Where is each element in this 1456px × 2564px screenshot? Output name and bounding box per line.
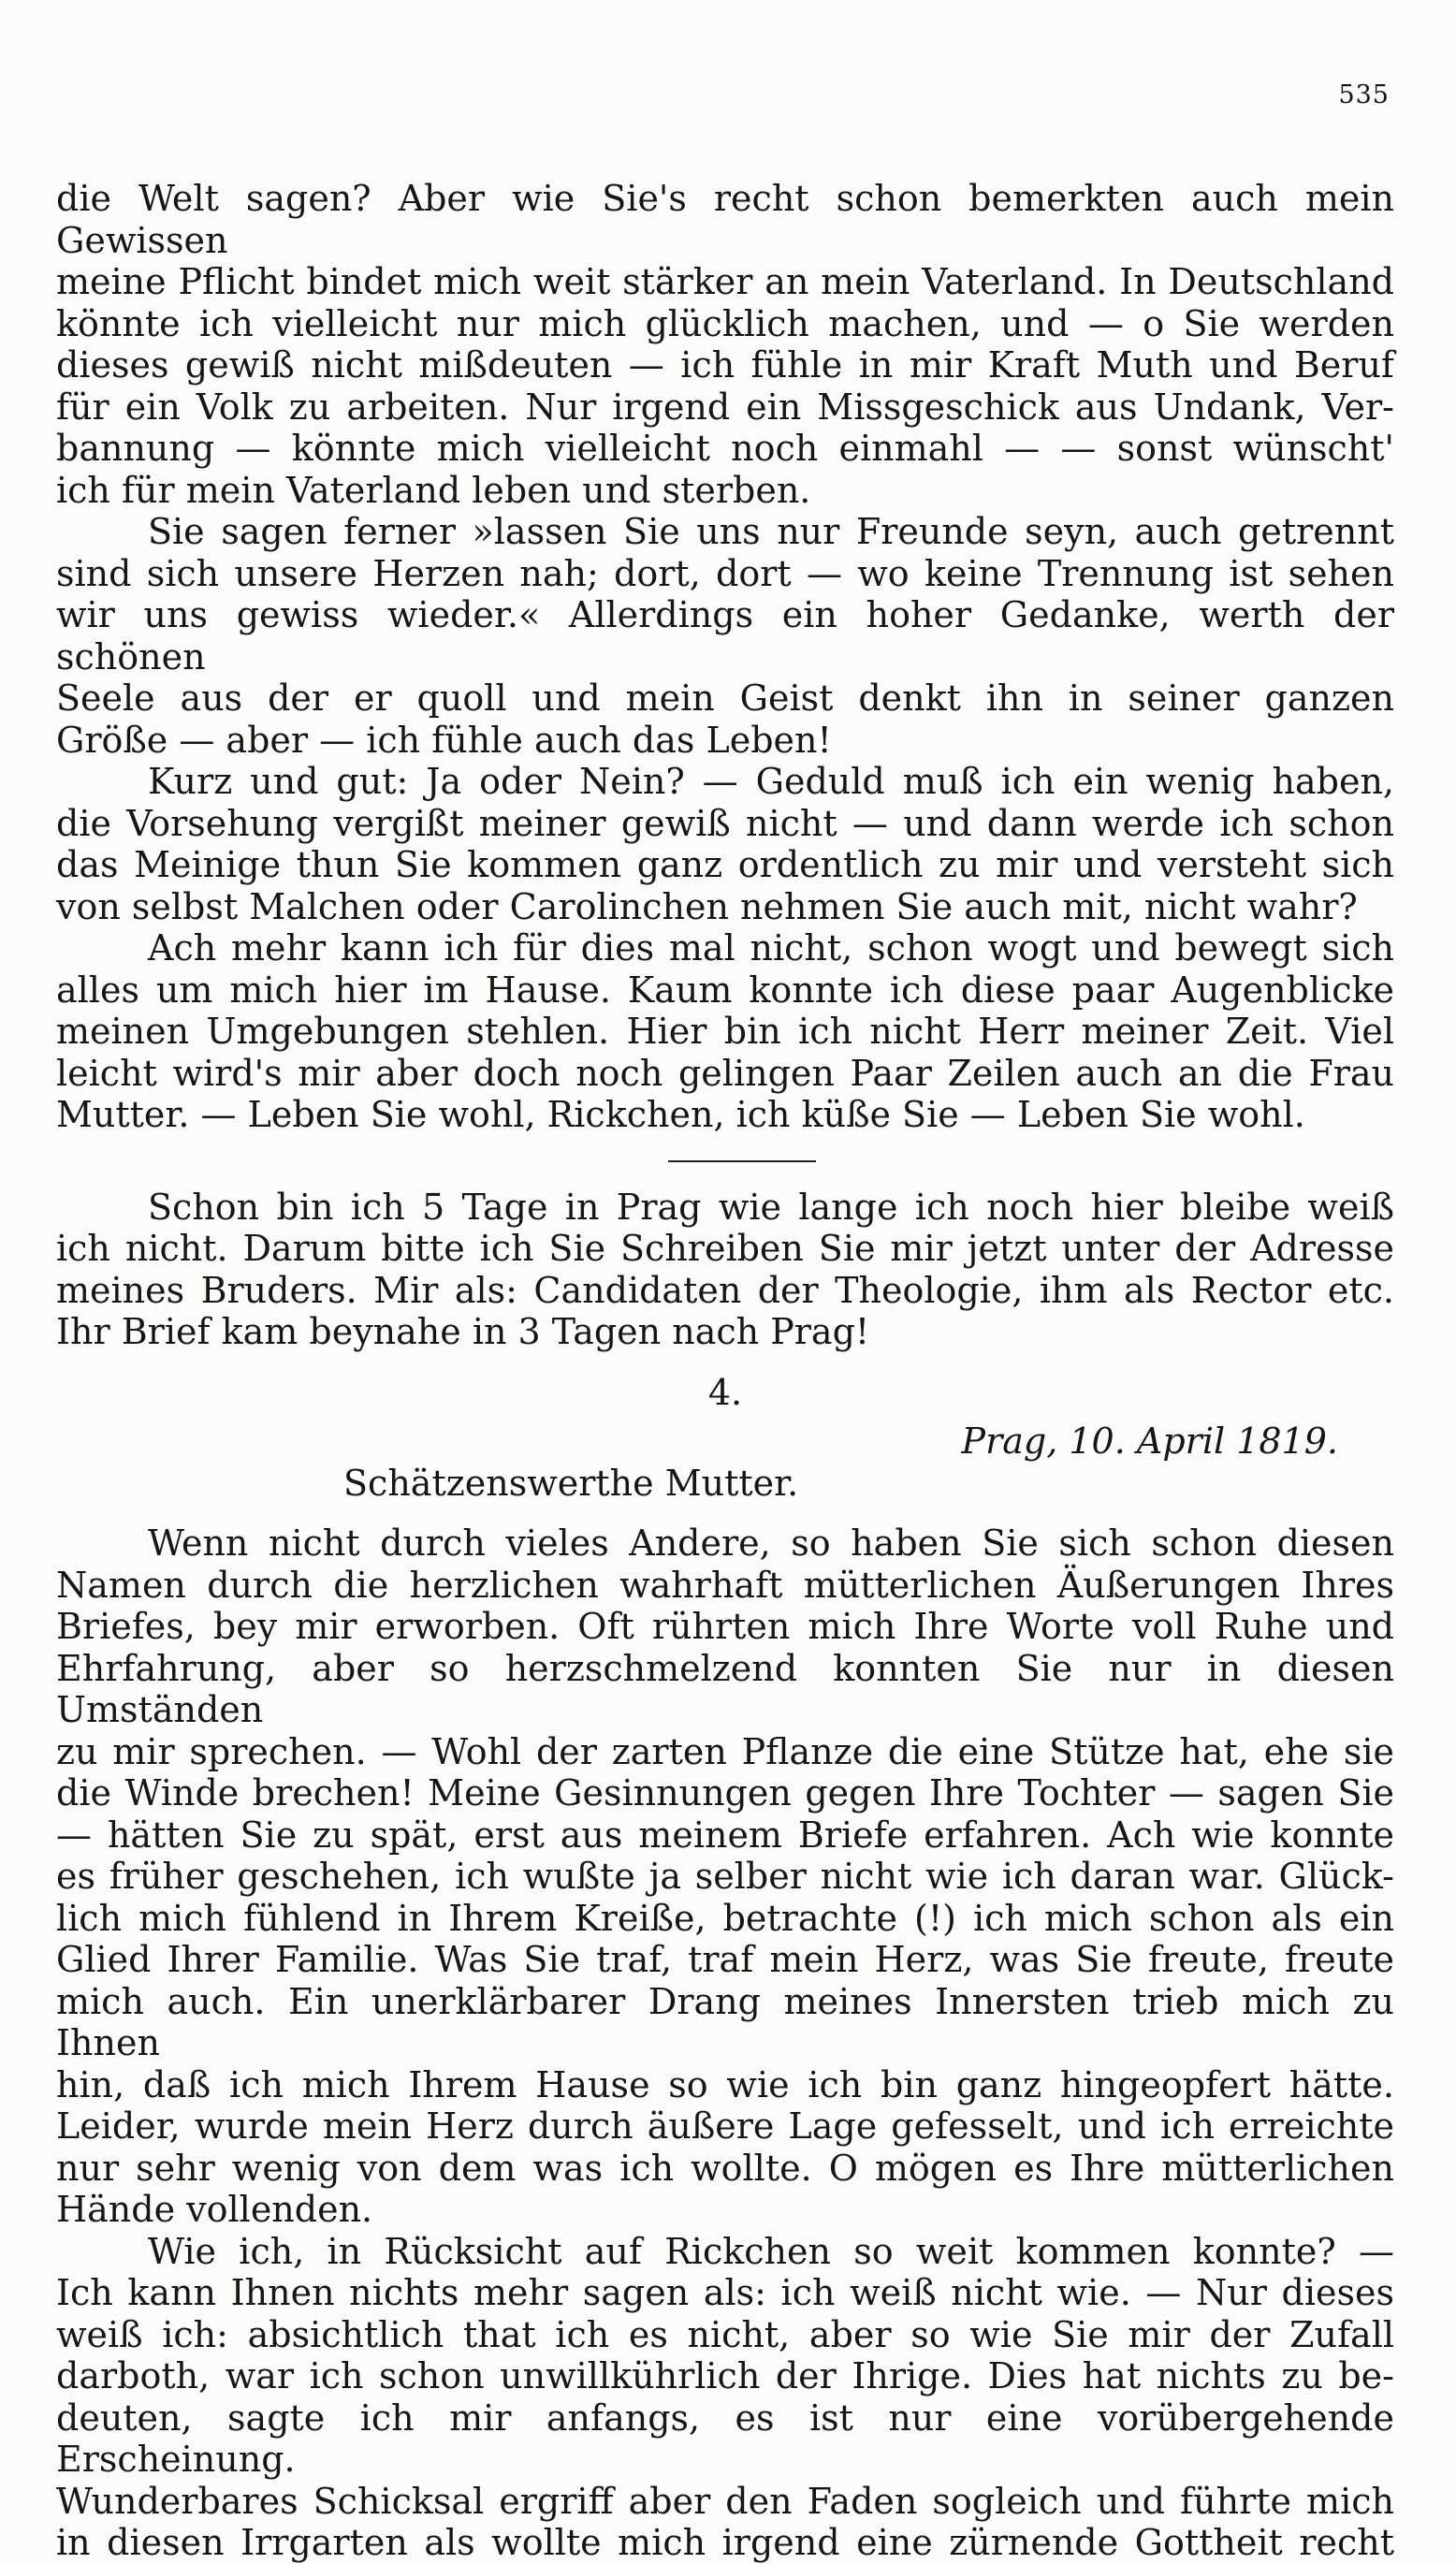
postscript-paragraph-line: Ihr Brief kam beynahe in 3 Tagen nach Prag! [56, 1311, 870, 1352]
mother-letter-paragraph-line: Leider, wurde mein Herz durch äußere Lage gefesselt, und ich erreichte [56, 2105, 1394, 2147]
decision-paragraph-line: von selbst Malchen oder Carolinchen nehmen Sie auch mit, nicht wahr? [56, 885, 1358, 927]
farewell-paragraph-line: Mutter. — Leben Sie wohl, Rickchen, ich küße Sie — Leben Sie wohl. [56, 1094, 1305, 1135]
letter-body-after-heading [56, 1522, 1394, 2564]
mother-letter-paragraph-line: Wenn nicht durch vieles Andere, so haben Sie sich schon diesen [148, 1522, 1394, 1564]
opening-paragraph-line: bannung — könnte mich vielleicht noch einmahl — — sonst wünscht' [56, 428, 1394, 469]
farewell-paragraph-line: Ach mehr kann ich für dies mal nicht, schon wogt und bewegt sich [148, 927, 1394, 969]
postscript-paragraph-line: Schon bin ich 5 Tage in Prag wie lange ich noch hier bleibe weiß [148, 1186, 1394, 1228]
mother-letter-paragraph-line: zu mir sprechen. — Wohl der zarten Pflanze die eine Stütze hat, ehe sie [56, 1730, 1394, 1772]
letter-date: Prag, 10. April 1819. [961, 1420, 1338, 1462]
section-divider [668, 1160, 816, 1162]
opening-paragraph-line: die Welt sagen? Aber wie Sie's recht schon bemerkten auch mein Gewissen [56, 178, 1394, 261]
mother-letter-paragraph-line: mich auch. Ein unerklärbarer Drang meines Innersten trieb mich zu Ihnen [56, 1980, 1394, 2063]
opening-paragraph-line: für ein Volk zu arbeiten. Nur irgend ein Missgeschick aus Undank, Ver- [56, 386, 1394, 428]
mother-letter-paragraph-line: — hätten Sie zu spät, erst aus meinem Briefe erfahren. Ach wie konnte [56, 1814, 1394, 1856]
rickchen-paragraph-line: Wunderbares Schicksal ergriff aber den Faden sogleich und führte mich [56, 2480, 1394, 2522]
decision-paragraph-line: Kurz und gut: Ja oder Nein? — Geduld muß ich ein wenig haben, [148, 761, 1394, 802]
opening-paragraph-line: meine Pflicht bindet mich weit stärker an mein Vaterland. In Deutschland [56, 261, 1394, 302]
rickchen-paragraph-line: in diesen Irrgarten als wollte mich irgend eine zürnende Gottheit recht [56, 2522, 1394, 2563]
postscript-paragraph-line: meines Bruders. Mir als: Candidaten der Theologie, ihm als Rector etc. [56, 1269, 1394, 1311]
page-text [56, 178, 1394, 2564]
farewell-paragraph-line: leicht wird's mir aber doch noch gelingen Paar Zeilen auch an die Frau [56, 1052, 1394, 1094]
mother-letter-paragraph-line: es früher geschehen, ich wußte ja selber nicht wie ich daran war. Glück- [56, 1856, 1394, 1897]
letter-salutation: Schätzenswerthe Mutter. [343, 1462, 799, 1504]
rickchen-paragraph-line: Ich kann Ihnen nichts mehr sagen als: ich weiß nicht wie. — Nur dieses [56, 2272, 1394, 2313]
rickchen-paragraph-line: darboth, war ich schon unwillkührlich der Ihrige. Dies hat nichts zu be- [56, 2355, 1394, 2396]
mother-letter-paragraph-line: die Winde brechen! Meine Gesinnungen gegen Ihre Tochter — sagen Sie [56, 1772, 1394, 1814]
mother-letter-paragraph-line: Hände vollenden. [56, 2189, 373, 2230]
decision-paragraph-line: die Vorsehung vergißt meiner gewiß nicht — und dann werde ich schon [56, 802, 1394, 844]
section-number: 4. [707, 1371, 743, 1413]
rickchen-paragraph-line: Wie ich, in Rücksicht auf Rickchen so weit kommen konnte? — [148, 2230, 1394, 2272]
friends-paragraph-line: Größe — aber — ich fühle auch das Leben! [56, 719, 832, 761]
page-number: 535 [1338, 80, 1390, 109]
rickchen-paragraph-line: weiß ich: absichtlich that ich es nicht, aber so wie Sie mir der Zufall [56, 2313, 1394, 2355]
opening-paragraph-line: dieses gewiß nicht mißdeuten — ich fühle in mir Kraft Muth und Beruf [56, 344, 1394, 386]
decision-paragraph-line: das Meinige thun Sie kommen ganz ordentlich zu mir und versteht sich [56, 844, 1394, 885]
mother-letter-paragraph-line: Briefes, bey mir erworben. Oft rührten mich Ihre Worte voll Ruhe und [56, 1606, 1394, 1647]
friends-paragraph-line: Sie sagen ferner »lassen Sie uns nur Freunde seyn, auch getrennt [148, 511, 1394, 552]
mother-letter-paragraph-line: Ehrfahrung, aber so herzschmelzend konnten Sie nur in diesen Umständen [56, 1647, 1394, 1730]
mother-letter-paragraph-line: Glied Ihrer Familie. Was Sie traf, traf mein Herz, was Sie freute, freute [56, 1939, 1394, 1980]
mother-letter-paragraph-line: nur sehr wenig von dem was ich wollte. O mögen es Ihre mütterlichen [56, 2147, 1394, 2189]
letter-body-before-divider [56, 178, 1394, 1136]
mother-letter-paragraph-line: lich mich fühlend in Ihrem Kreiße, betrachte (!) ich mich schon als ein [56, 1897, 1394, 1939]
friends-paragraph-line: Seele aus der er quoll und mein Geist denkt ihn in seiner ganzen [56, 677, 1394, 719]
farewell-paragraph-line: meinen Umgebungen stehlen. Hier bin ich nicht Herr meiner Zeit. Viel [56, 1011, 1394, 1052]
opening-paragraph-line: könnte ich vielleicht nur mich glücklich machen, und — o Sie werden [56, 302, 1394, 344]
farewell-paragraph-line: alles um mich hier im Hause. Kaum konnte ich diese paar Augenblicke [56, 969, 1394, 1011]
friends-paragraph-line: wir uns gewiss wieder.« Allerdings ein hoher Gedanke, werth der schönen [56, 594, 1394, 677]
postscript [56, 1187, 1394, 1353]
postscript-paragraph-line: ich nicht. Darum bitte ich Sie Schreiben Sie mir jetzt unter der Adresse [56, 1228, 1394, 1269]
opening-paragraph-line: ich für mein Vaterland leben und sterben. [56, 469, 811, 511]
mother-letter-paragraph-line: hin, daß ich mich Ihrem Hause so wie ich bin ganz hingeopfert hätte. [56, 2063, 1394, 2105]
rickchen-paragraph-line: deuten, sagte ich mir anfangs, es ist nur eine vorübergehende Erscheinung. [56, 2396, 1394, 2480]
mother-letter-paragraph-line: Namen durch die herzlichen wahrhaft mütterlichen Äußerungen Ihres [56, 1564, 1394, 1606]
friends-paragraph-line: sind sich unsere Herzen nah; dort, dort — wo keine Trennung ist sehen [56, 552, 1394, 594]
